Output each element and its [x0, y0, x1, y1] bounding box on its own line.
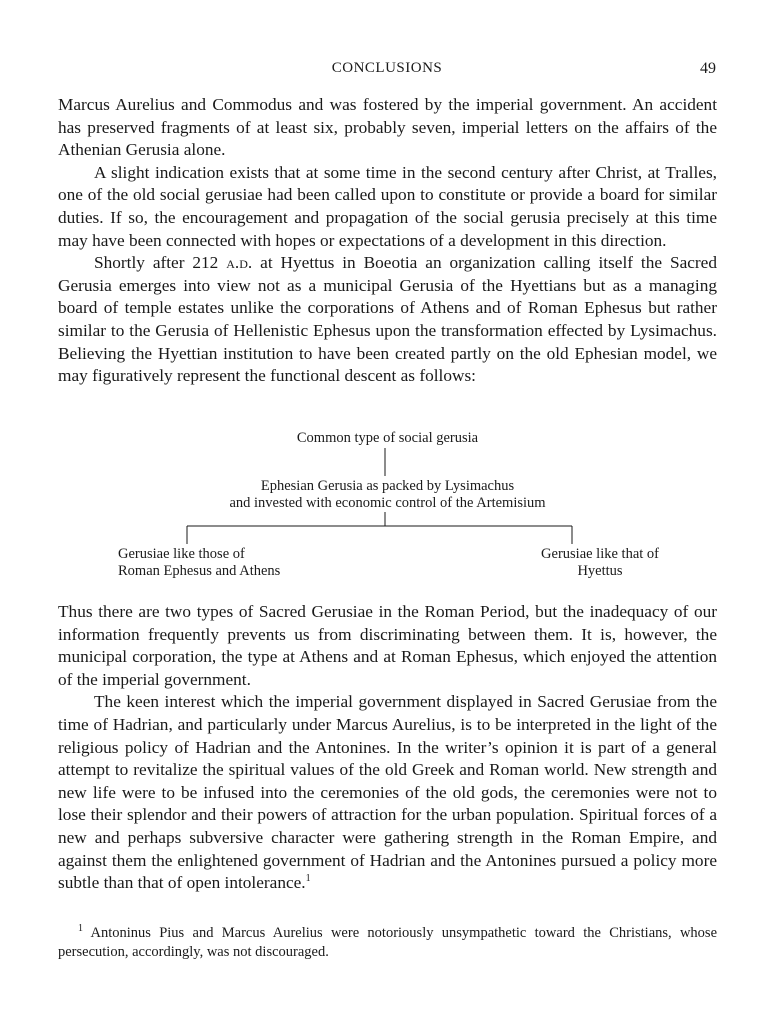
- paragraph-1: Marcus Aurelius and Commodus and was fostered by the imperial government. An accident has preserved fragments of at least six, probably seven, imperial letters on the affairs of the Athenian Gerusia alone.: [58, 95, 717, 160]
- diagram-middle-node: [58, 478, 717, 512]
- diagram-left-line-2: Roman Ephesus and Athens: [118, 563, 281, 579]
- footnote: [58, 924, 717, 961]
- paragraph-5: [58, 691, 717, 894]
- footnote-paragraph: [58, 924, 717, 961]
- diagram-right-leaf: [541, 546, 659, 580]
- footnote-reference: 1: [305, 873, 311, 885]
- paragraph-4: Thus there are two types of Sacred Gerusiae in the Roman Period, but the inadequacy of our information frequently prevents us from discriminating between them. It is, however, the municipal corporation, the type at Athens and at Roman Ephesus, which enjoyed the attention of the imperial government.: [58, 602, 717, 689]
- paragraph-5-text: The keen interest which the imperial government displayed in Sacred Gerusiae from the time of Hadrian, and particularly under Marcus Aurelius, is to be interpreted in the light of the religious policy of Hadrian and the Antonines. In the writer’s opinion it is part of a general attempt to revitalize the spiritual values of the old Greek and Roman world. New strength and new life were to be infused into the ceremonies of the old gods, the ceremonies were not to lose their splendor and their powers of attraction for the urban population. Spiritual forces of a new and perhaps subversive character were gathering strength in the Roman Empire, and against them the enlightened government of Hadrian and the Antonines pursued a policy more subtle than that of open intolerance.: [58, 692, 717, 893]
- paragraph-3-rest: at Hyettus in Boeotia an organization calling itself the Sacred Gerusia emerges into view not as a municipal Gerusia of the Hyettians but as a managing board of temple estates unlike the corporations of Athens and of Roman Ephesus but rather similar to the Gerusia of Hellenistic Ephesus upon the transformation effected by Lysimachus. Believing the Hyettian institution to have been created partly on the old Ephesian model, we may figuratively represent the functional descent as follows:: [58, 253, 717, 386]
- page-header: [58, 60, 716, 82]
- paragraph-2: A slight indication exists that at some time in the second century after Christ, at Tralles, one of the old social gerusiae had been called upon to constitute or provide a board for similar duties. If so, the encouragement and propagation of the social gerusia precisely at this time may have been connected with hopes or expectations of a development in this direction.: [58, 162, 717, 250]
- body-text-upper: [58, 94, 717, 388]
- diagram-middle-line-2: and invested with economic control of the Artemisium: [229, 495, 546, 511]
- descent-diagram: [58, 430, 717, 580]
- running-head: CONCLUSIONS: [331, 60, 443, 76]
- page-number: 49: [700, 60, 716, 77]
- paragraph-3: [58, 252, 717, 388]
- diagram-left-leaf: [118, 546, 280, 580]
- body-text-lower: [58, 601, 717, 895]
- footnote-text: Antoninus Pius and Marcus Aurelius were notoriously unsympathetic toward the Christians, whose persecution, accordingly, was not discouraged.: [58, 925, 717, 960]
- diagram-root-node: Common type of social gerusia: [296, 430, 479, 446]
- diagram-middle-line-1: Ephesian Gerusia as packed by Lysimachus: [260, 478, 515, 494]
- era-abbreviation: a.d.: [226, 253, 253, 273]
- footnote-marker: 1: [78, 923, 83, 935]
- diagram-right-line-1: Gerusiae like that of: [541, 546, 659, 562]
- diagram-left-line-1: Gerusiae like those of: [118, 546, 245, 562]
- paragraph-3-start: Shortly after 212: [94, 253, 227, 273]
- diagram-right-line-2: Hyettus: [577, 563, 623, 579]
